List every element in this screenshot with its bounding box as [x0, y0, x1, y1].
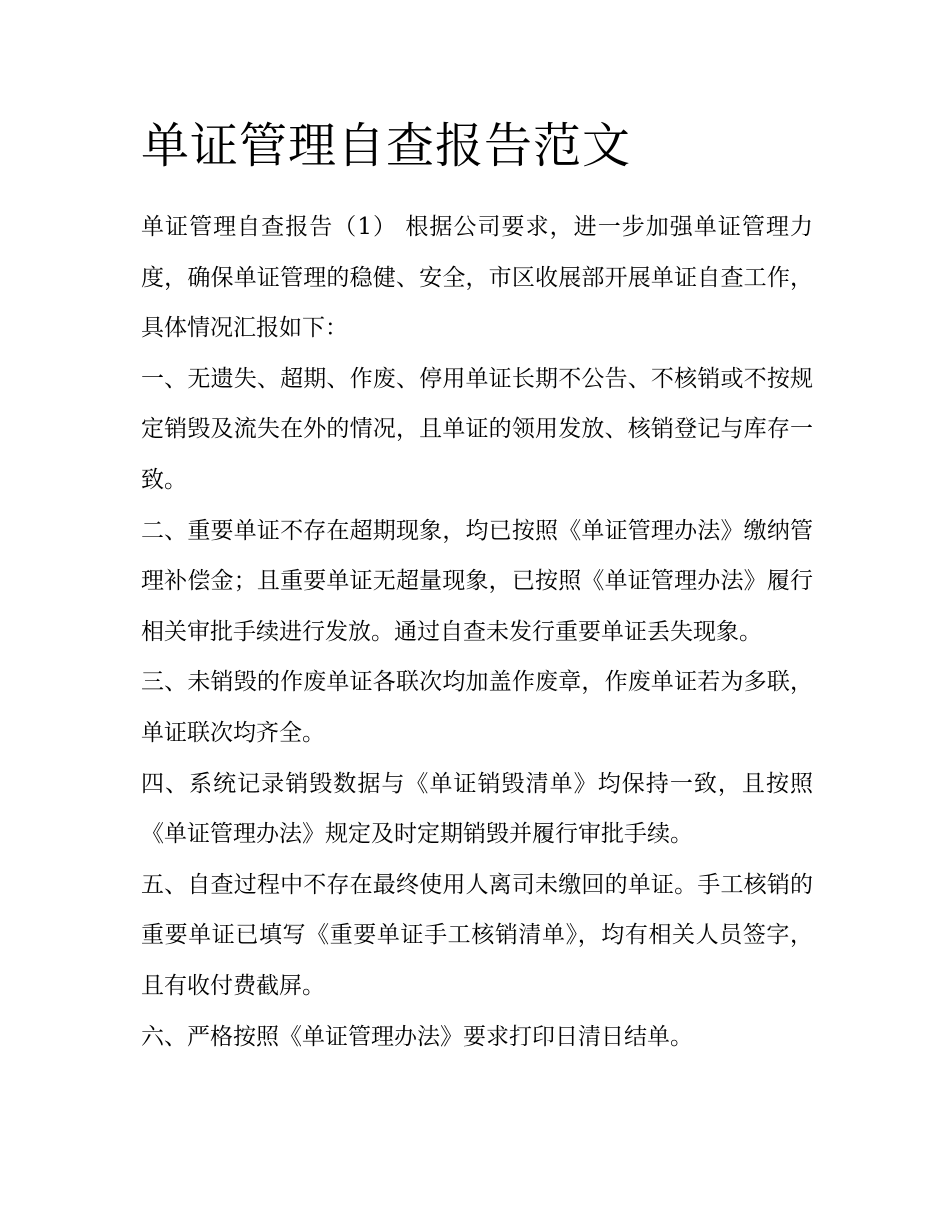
- paragraph-item-1: 一、无遗失、超期、作废、停用单证长期不公告、不核销或不按规定销毁及流失在外的情况，且单证的领用发放、核销登记与库存一致。: [141, 365, 813, 493]
- paragraph-intro: 单证管理自查报告（1） 根据公司要求，进一步加强单证管理力度，确保单证管理的稳健、安全，市区收展部开展单证自查工作，具体情况汇报如下：: [141, 214, 813, 342]
- paragraph-item-5: 五、自查过程中不存在最终使用人离司未缴回的单证。手工核销的重要单证已填写《重要单证手工核销清单》，均有相关人员签字，且有收付费截屏。: [141, 871, 813, 999]
- paragraph-item-4: 四、系统记录销毁数据与《单证销毁清单》均保持一致，且按照《单证管理办法》规定及时定期销毁并履行审批手续。: [141, 770, 813, 848]
- paragraph-item-2: 二、重要单证不存在超期现象，均已按照《单证管理办法》缴纳管理补偿金；且重要单证无超量现象，已按照《单证管理办法》履行相关审批手续进行发放。通过自查未发行重要单证丢失现象。: [141, 517, 813, 645]
- paragraph-item-3: 三、未销毁的作废单证各联次均加盖作废章，作废单证若为多联，单证联次均齐全。: [141, 669, 813, 746]
- document-title: 单证管理自查报告范文: [141, 118, 632, 174]
- document-body: [141, 112, 813, 1062]
- paragraph-item-6: 六、严格按照《单证管理办法》要求打印日清日结单。: [141, 1023, 693, 1050]
